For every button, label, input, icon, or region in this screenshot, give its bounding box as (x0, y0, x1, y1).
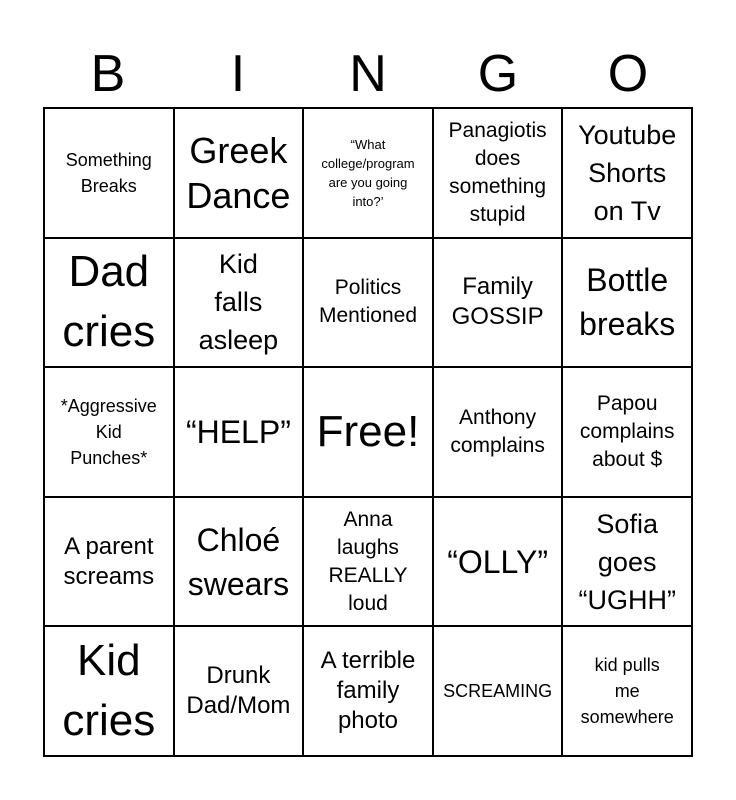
bingo-cell[interactable] (304, 498, 434, 628)
cell-label: Sofia goes “UGHH” (578, 508, 676, 615)
bingo-cell[interactable] (304, 109, 434, 239)
cell-label: Youtube Shorts on Tv (578, 119, 677, 226)
bingo-cell[interactable] (563, 239, 693, 369)
bingo-cell[interactable] (304, 627, 434, 757)
bingo-cell[interactable] (175, 239, 305, 369)
header-letter-g: G (477, 45, 519, 103)
cell-label: Kid falls asleep (198, 249, 279, 356)
cell-label: Chloé swears (187, 521, 290, 602)
cell-label: SCREAMING (443, 681, 553, 702)
bingo-cell[interactable] (563, 109, 693, 239)
cell-label: Greek Dance (186, 129, 291, 216)
cell-label: kid pulls me somewhere (580, 655, 674, 728)
cell-label: *Aggressive Kid Punches* (60, 395, 157, 468)
free-space-label: Free! (316, 406, 420, 456)
header-letter-n: N (349, 45, 387, 103)
bingo-cell[interactable] (434, 627, 564, 757)
bingo-cell[interactable] (563, 368, 693, 498)
bingo-cell[interactable] (45, 368, 175, 498)
header-letter-i: I (230, 45, 246, 103)
cell-label: “What college/program are you going into?’ (321, 136, 415, 209)
header-letter-b: B (90, 45, 126, 103)
bingo-header (43, 44, 693, 104)
bingo-cell[interactable] (175, 368, 305, 498)
bingo-cell[interactable] (434, 239, 564, 369)
bingo-cell[interactable] (434, 109, 564, 239)
bingo-cell[interactable] (434, 498, 564, 628)
bingo-board (43, 107, 693, 757)
cell-label: Drunk Dad/Mom (186, 662, 291, 720)
cell-label: Something Breaks (65, 149, 152, 196)
bingo-cell[interactable] (45, 239, 175, 369)
cell-label: Papou complains about $ (579, 391, 675, 471)
cell-label: Bottle breaks (579, 262, 676, 343)
bingo-cell[interactable] (45, 627, 175, 757)
bingo-cell[interactable] (304, 239, 434, 369)
bingo-cell[interactable] (175, 498, 305, 628)
free-space-cell[interactable] (304, 368, 434, 498)
header-letter-o: O (607, 45, 649, 103)
bingo-cell[interactable] (434, 368, 564, 498)
cell-label: A terrible family photo (320, 647, 416, 735)
cell-label: A parent screams (63, 532, 155, 590)
bingo-cell[interactable] (175, 109, 305, 239)
cell-label: Dad cries (62, 247, 156, 357)
cell-label: Panagiotis does something stupid (448, 118, 547, 226)
cell-label: “OLLY” (447, 543, 548, 580)
cell-label: Anthony complains (450, 405, 545, 457)
cell-label: “HELP” (185, 413, 291, 450)
cell-label: Family GOSSIP (451, 273, 544, 331)
cell-label: Kid cries (62, 636, 156, 746)
bingo-cell[interactable] (45, 498, 175, 628)
bingo-cell[interactable] (45, 109, 175, 239)
bingo-cell[interactable] (563, 498, 693, 628)
bingo-cell[interactable] (563, 627, 693, 757)
bingo-cell[interactable] (175, 627, 305, 757)
cell-label: Politics Mentioned (318, 276, 418, 328)
cell-label: Anna laughs REALLY loud (328, 507, 408, 615)
